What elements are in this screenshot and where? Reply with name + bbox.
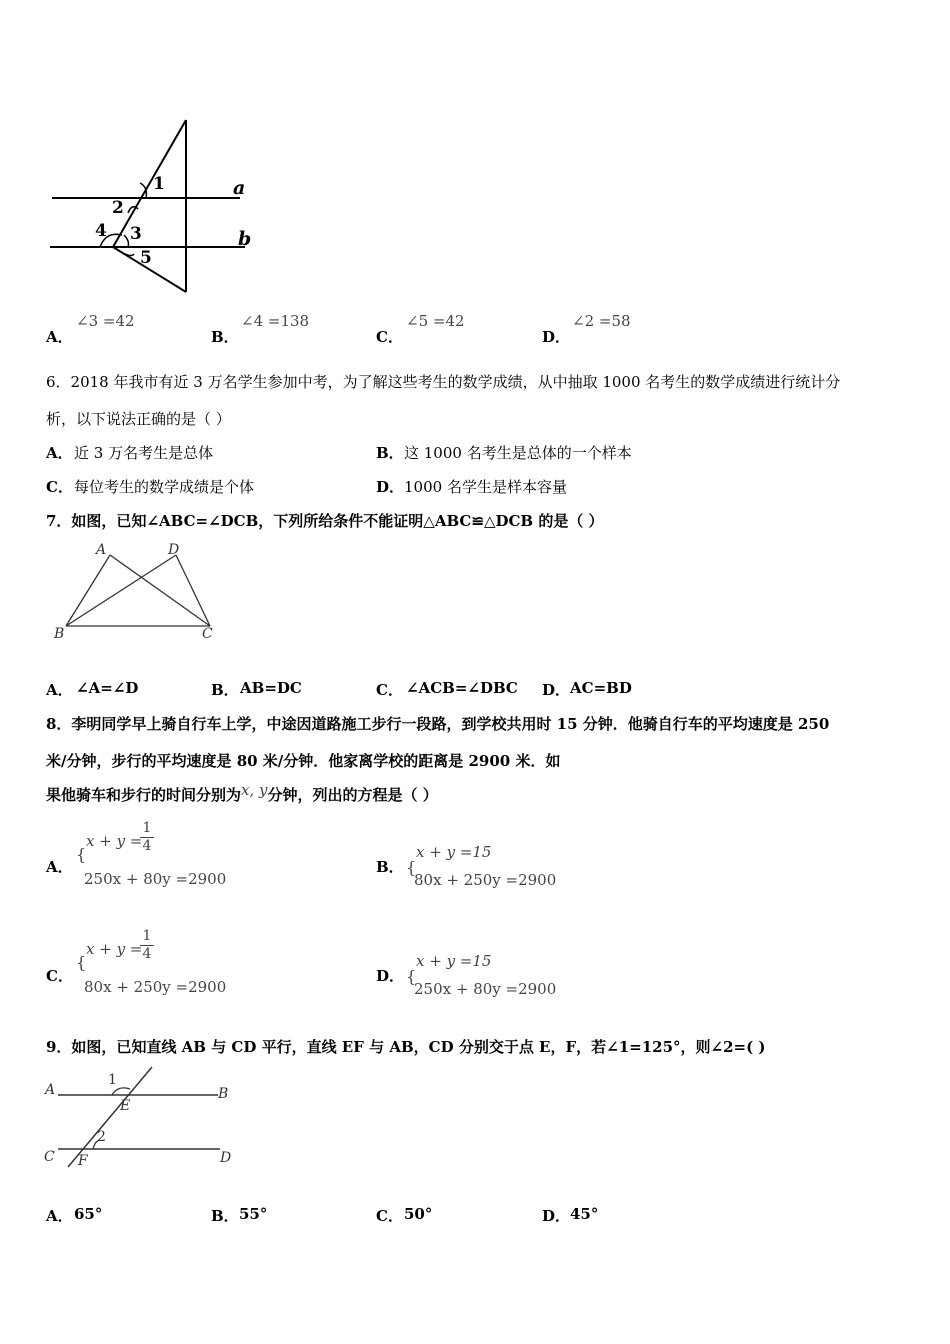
q7-option-d-text: AC=BD [570,679,632,697]
q8-option-c-eq1: x + y = [86,940,143,958]
q8-option-d-brace: { [406,967,417,986]
q6-option-a-letter: A． [46,444,73,462]
q8-stem-vars: x, y [241,781,268,799]
q8-option-a-eq1: x + y = [86,832,143,850]
q6-option-b-letter: B． [376,444,404,462]
q8-stem-line3 [46,781,438,805]
q5-option-c-math: ∠5 =42 [406,312,465,330]
q9-option-d-text: 45° [570,1205,599,1223]
q7-label-a: A [96,542,107,558]
q8-option-b-eq1: x + y =15 [416,843,492,861]
q9-stem: 9．如图，已知直线 AB 与 CD 平行，直线 EF 与 AB，CD 分别交于点 E，F，若∠1=125°，则∠2=( ) [46,1038,766,1056]
q5-label-3: 3 [130,224,142,244]
q7-option-a-letter: A． [46,681,73,699]
q8-option-b-letter: B． [376,858,404,876]
q5-label-1: 1 [153,174,165,194]
q9-label-1: 1 [108,1072,117,1088]
q8-option-b-eq2: 80x + 250y =2900 [414,871,557,889]
q9-option-c-letter: C． [376,1207,403,1225]
q6-option-d-letter: D． [376,478,405,496]
q9-label-b: B [218,1086,229,1102]
q5-label-5: 5 [140,248,152,268]
q5-figure [40,105,280,300]
q9-option-b-letter: B． [211,1207,239,1225]
q9-option-d-letter: D． [542,1207,571,1225]
q5-option-b-letter: B． [211,328,239,346]
q8-stem-line2: 米/分钟，步行的平均速度是 80 米/分钟．他家离学校的距离是 2900 米．如 [46,752,561,770]
q5-option-d-letter: D． [542,328,571,346]
q7-option-a-text: ∠A=∠D [76,679,139,697]
q6-option-a-text: 近 3 万名考生是总体 [74,444,214,462]
q6-stem-line1: 6．2018 年我市有近 3 万名学生参加中考，为了解这些考生的数学成绩，从中抽取 1000 名考生的数学成绩进行统计分 [46,373,841,391]
q5-option-a-math: ∠3 =42 [76,312,135,330]
q7-label-c: C [202,626,213,642]
q8-stem-line1: 8．李明同学早上骑自行车上学，中途因道路施工步行一段路，到学校共用时 15 分钟．他骑自行车的平均速度是 250 [46,715,830,733]
q6-option-c-letter: C． [46,478,73,496]
q8-option-d-letter: D． [376,967,405,985]
q9-label-f: F [78,1153,88,1169]
q9-label-a: A [45,1082,56,1098]
q5-label-4: 4 [95,221,107,241]
q5-label-2: 2 [112,198,124,218]
q8-option-c-letter: C． [46,967,73,985]
q7-label-d: D [168,542,180,558]
q8-option-c-num: 1 [140,928,154,946]
q8-option-a-frac [140,820,154,855]
q6-option-d-text: 1000 名学生是样本容量 [404,478,567,496]
q9-label-e: E [120,1098,131,1114]
q5-label-a: a [233,177,246,199]
q9-label-c: C [44,1149,55,1165]
q9-figure [40,1065,250,1170]
q5-option-a-letter: A． [46,328,73,346]
q8-option-c-brace: { [76,953,87,972]
q9-label-2: 2 [97,1129,106,1145]
q7-figure [50,540,230,650]
q8-option-c-frac [140,928,154,963]
q6-option-b-text: 这 1000 名考生是总体的一个样本 [404,444,632,462]
q8-option-c-den: 4 [142,946,152,962]
q9-option-a-letter: A． [46,1207,73,1225]
q5-option-d-math: ∠2 =58 [572,312,631,330]
q7-option-d-letter: D． [542,681,571,699]
q7-option-c-text: ∠ACB=∠DBC [406,679,518,697]
q8-option-a-brace: { [76,845,87,864]
q7-option-b-letter: B． [211,681,239,699]
q5-label-b: b [238,228,252,250]
q8-option-b-brace: { [406,858,417,877]
q8-option-c-eq2: 80x + 250y =2900 [84,978,227,996]
q9-option-a-text: 65° [74,1205,103,1223]
q5-option-c-letter: C． [376,328,403,346]
q8-stem-line3-pre: 果他骑车和步行的时间分别为 [46,786,242,804]
q7-option-b-text: AB=DC [240,679,302,697]
q8-option-a-eq2: 250x + 80y =2900 [84,870,227,888]
q9-option-c-text: 50° [404,1205,433,1223]
q7-stem: 7．如图，已知∠ABC=∠DCB，下列所给条件不能证明△ABC≌△DCB 的是（ ） [46,512,604,530]
q8-option-a-letter: A． [46,858,73,876]
q6-option-c-text: 每位考生的数学成绩是个体 [74,478,255,496]
q8-option-a-num: 1 [140,820,154,838]
q9-option-b-text: 55° [239,1205,268,1223]
q7-option-c-letter: C． [376,681,403,699]
q9-label-d: D [220,1150,232,1166]
q5-option-b-math: ∠4 =138 [241,312,310,330]
q6-stem-line2: 析，以下说法正确的是（ ） [46,410,231,428]
q7-label-b: B [54,626,65,642]
q8-stem-line3-post: 分钟，列出的方程是（ ） [267,786,438,804]
q8-option-d-eq2: 250x + 80y =2900 [414,980,557,998]
q8-option-d-eq1: x + y =15 [416,952,492,970]
q8-option-a-den: 4 [142,838,152,854]
